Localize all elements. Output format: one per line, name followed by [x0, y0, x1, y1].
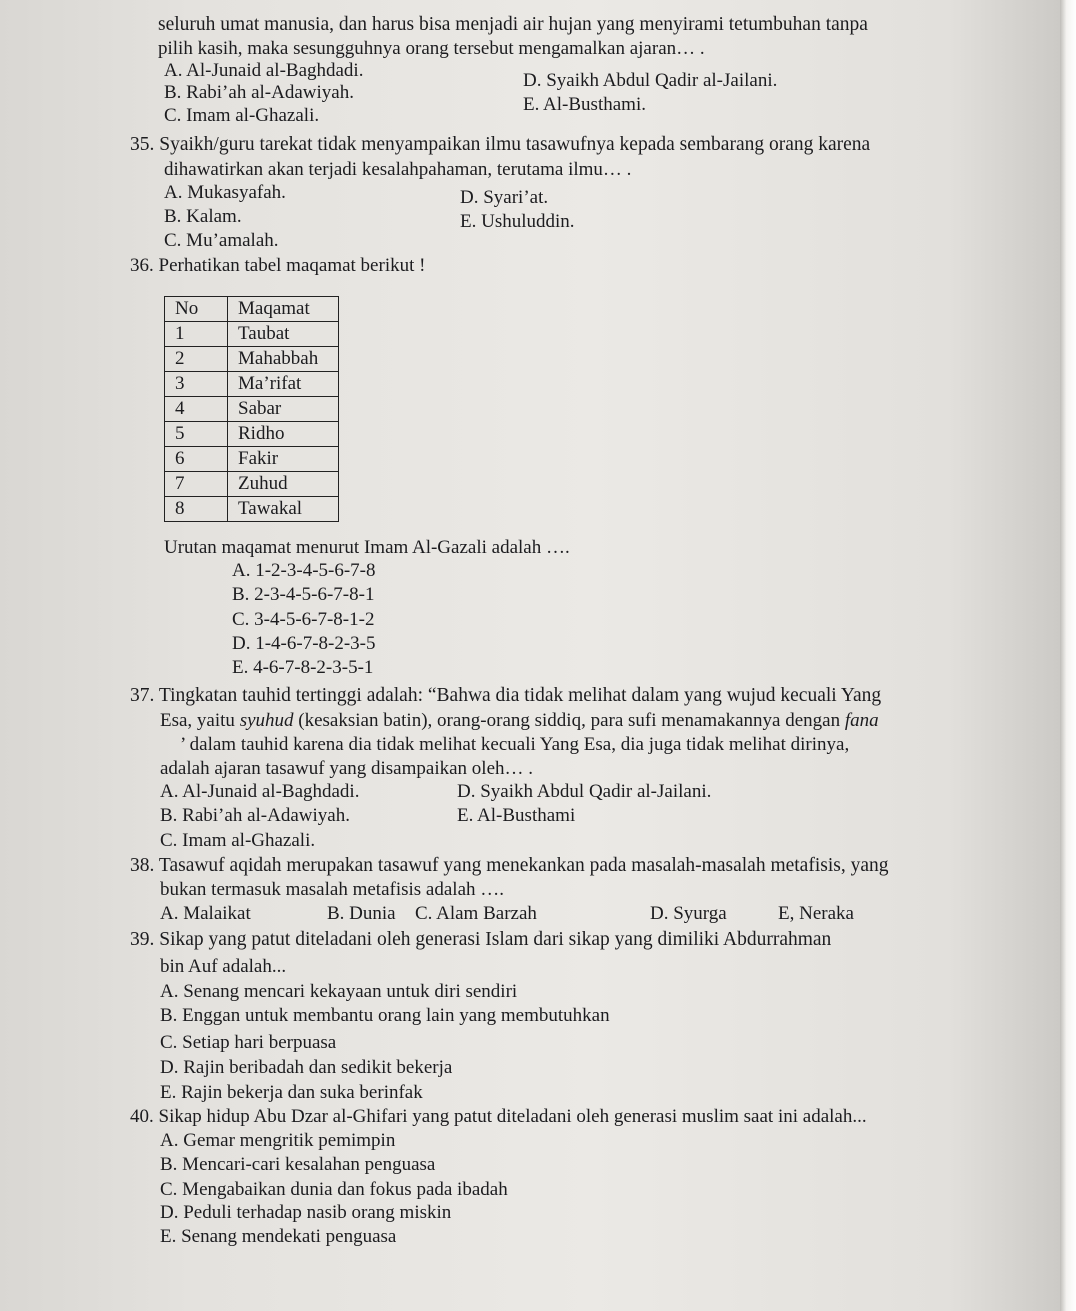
table-cell-no: 8 — [165, 497, 228, 522]
option-b: B. 2-3-4-5-6-7-8-1 — [232, 584, 375, 605]
option-a: A. Malaikat — [160, 903, 251, 924]
option-d: D. Rajin beribadah dan sedikit bekerja — [160, 1057, 453, 1078]
table-row — [165, 422, 339, 447]
option-b: B. Dunia — [327, 903, 396, 924]
table-cell-no: 6 — [165, 447, 228, 472]
table-cell-maqamat: Ridho — [228, 422, 339, 447]
option-c: C. Mu’amalah. — [164, 230, 279, 251]
option-d: D. 1-4-6-7-8-2-3-5 — [232, 633, 376, 654]
option-c: C. 3-4-5-6-7-8-1-2 — [232, 609, 375, 630]
option-e: E. Senang mendekati penguasa — [160, 1226, 397, 1247]
question-35-text-line-2: dihawatirkan akan terjadi kesalahpahaman, terutama ilmu… . — [164, 159, 632, 180]
question-37-text-line-4: adalah ajaran tasawuf yang disampaikan oleh… . — [160, 758, 533, 779]
option-b: B. Kalam. — [164, 206, 242, 227]
option-d: D. Peduli terhadap nasib orang miskin — [160, 1202, 452, 1223]
table-row — [165, 322, 339, 347]
table-cell-no: 4 — [165, 397, 228, 422]
question-37-text-line-2 — [160, 710, 879, 732]
table-cell-maqamat: Sabar — [228, 397, 339, 422]
option-b: B. Enggan untuk membantu orang lain yang membutuhkan — [160, 1005, 610, 1026]
table-cell-maqamat: Zuhud — [228, 472, 339, 497]
table-header-no: No — [165, 297, 228, 322]
table-row — [165, 347, 339, 372]
option-d: D. Syari’at. — [460, 187, 549, 208]
table-row — [165, 497, 339, 522]
table-cell-no: 2 — [165, 347, 228, 372]
text-segment: Esa, yaitu — [160, 710, 240, 731]
table-cell-maqamat: Tawakal — [228, 497, 339, 522]
option-c: C. Mengabaikan dunia dan fokus pada ibadah — [160, 1179, 508, 1200]
option-b: B. Rabi’ah al-Adawiyah. — [160, 805, 350, 826]
option-a: A. Mukasyafah. — [164, 182, 286, 203]
maqamat-table — [164, 296, 339, 522]
text-italic-fana: fana — [844, 710, 879, 731]
question-38-text-line-1: 38. Tasawuf aqidah merupakan tasawuf yang menekankan pada masalah-masalah metafisis, yang — [130, 855, 889, 876]
table-cell-maqamat: Taubat — [228, 322, 339, 347]
table-header-row — [165, 297, 339, 322]
option-c: C. Alam Barzah — [415, 903, 537, 924]
table-cell-no: 5 — [165, 422, 228, 447]
option-e: E. Ushuluddin. — [460, 211, 575, 232]
option-c: C. Imam al-Ghazali. — [160, 830, 316, 851]
option-c: C. Setiap hari berpuasa — [160, 1032, 337, 1053]
question-36-intro: 36. Perhatikan tabel maqamat berikut ! — [130, 255, 426, 276]
text-italic-syuhud: syuhud — [239, 710, 294, 731]
question-34-text-line-2: pilih kasih, maka sesungguhnya orang tersebut mengamalkan ajaran… . — [158, 38, 705, 59]
option-a: A. 1-2-3-4-5-6-7-8 — [232, 560, 376, 581]
option-b: B. Rabi’ah al-Adawiyah. — [164, 82, 354, 103]
option-d: D. Syurga — [650, 903, 727, 924]
paper-edge — [1060, 0, 1076, 1311]
table-row — [165, 372, 339, 397]
question-36-prompt: Urutan maqamat menurut Imam Al-Gazali adalah …. — [164, 537, 570, 558]
option-a: A. Al-Junaid al-Baghdadi. — [160, 781, 360, 802]
option-e: E, Neraka — [778, 903, 854, 924]
question-37-text-line-3: ’ dalam tauhid karena dia tidak melihat kecuali Yang Esa, dia juga tidak melihat dirinya, — [180, 734, 850, 755]
option-a: A. Gemar mengritik pemimpin — [160, 1130, 396, 1151]
question-38-text-line-2: bukan termasuk masalah metafisis adalah …. — [160, 879, 505, 900]
question-35-text-line-1: 35. Syaikh/guru tarekat tidak menyampaikan ilmu tasawufnya kepada sembarang orang karena — [130, 134, 871, 155]
option-a: A. Senang mencari kekayaan untuk diri sendiri — [160, 981, 518, 1002]
option-d: D. Syaikh Abdul Qadir al-Jailani. — [523, 70, 778, 91]
table-cell-no: 7 — [165, 472, 228, 497]
table-row — [165, 472, 339, 497]
option-a: A. Al-Junaid al-Baghdadi. — [164, 60, 364, 81]
question-40-text-line-1: 40. Sikap hidup Abu Dzar al-Ghifari yang patut diteladani oleh generasi muslim saat ini adalah... — [130, 1106, 867, 1127]
table-header-maqamat: Maqamat — [228, 297, 339, 322]
option-d: D. Syaikh Abdul Qadir al-Jailani. — [457, 781, 712, 802]
option-b: B. Mencari-cari kesalahan penguasa — [160, 1154, 436, 1175]
table-row — [165, 397, 339, 422]
question-39-text-line-1: 39. Sikap yang patut diteladani oleh generasi Islam dari sikap yang dimiliki Abdurrahman — [130, 929, 832, 950]
option-e: E. Al-Busthami — [457, 805, 576, 826]
table-cell-maqamat: Mahabbah — [228, 347, 339, 372]
text-segment: (kesaksian batin), orang-orang siddiq, para sufi menamakannya dengan — [293, 710, 845, 731]
table-cell-no: 1 — [165, 322, 228, 347]
option-e: E. Al-Busthami. — [523, 94, 646, 115]
option-c: C. Imam al-Ghazali. — [164, 105, 320, 126]
question-34-text-line-1: seluruh umat manusia, dan harus bisa menjadi air hujan yang menyirami tetumbuhan tanpa — [158, 14, 868, 35]
table-cell-maqamat: Ma’rifat — [228, 372, 339, 397]
table-row — [165, 447, 339, 472]
question-39-text-line-2: bin Auf adalah... — [160, 956, 287, 977]
table-cell-maqamat: Fakir — [228, 447, 339, 472]
option-e: E. Rajin bekerja dan suka berinfak — [160, 1082, 423, 1103]
table-cell-no: 3 — [165, 372, 228, 397]
option-e: E. 4-6-7-8-2-3-5-1 — [232, 657, 374, 678]
question-37-text-line-1: 37. Tingkatan tauhid tertinggi adalah: “Bahwa dia tidak melihat dalam yang wujud kecuali Yang — [130, 685, 882, 706]
